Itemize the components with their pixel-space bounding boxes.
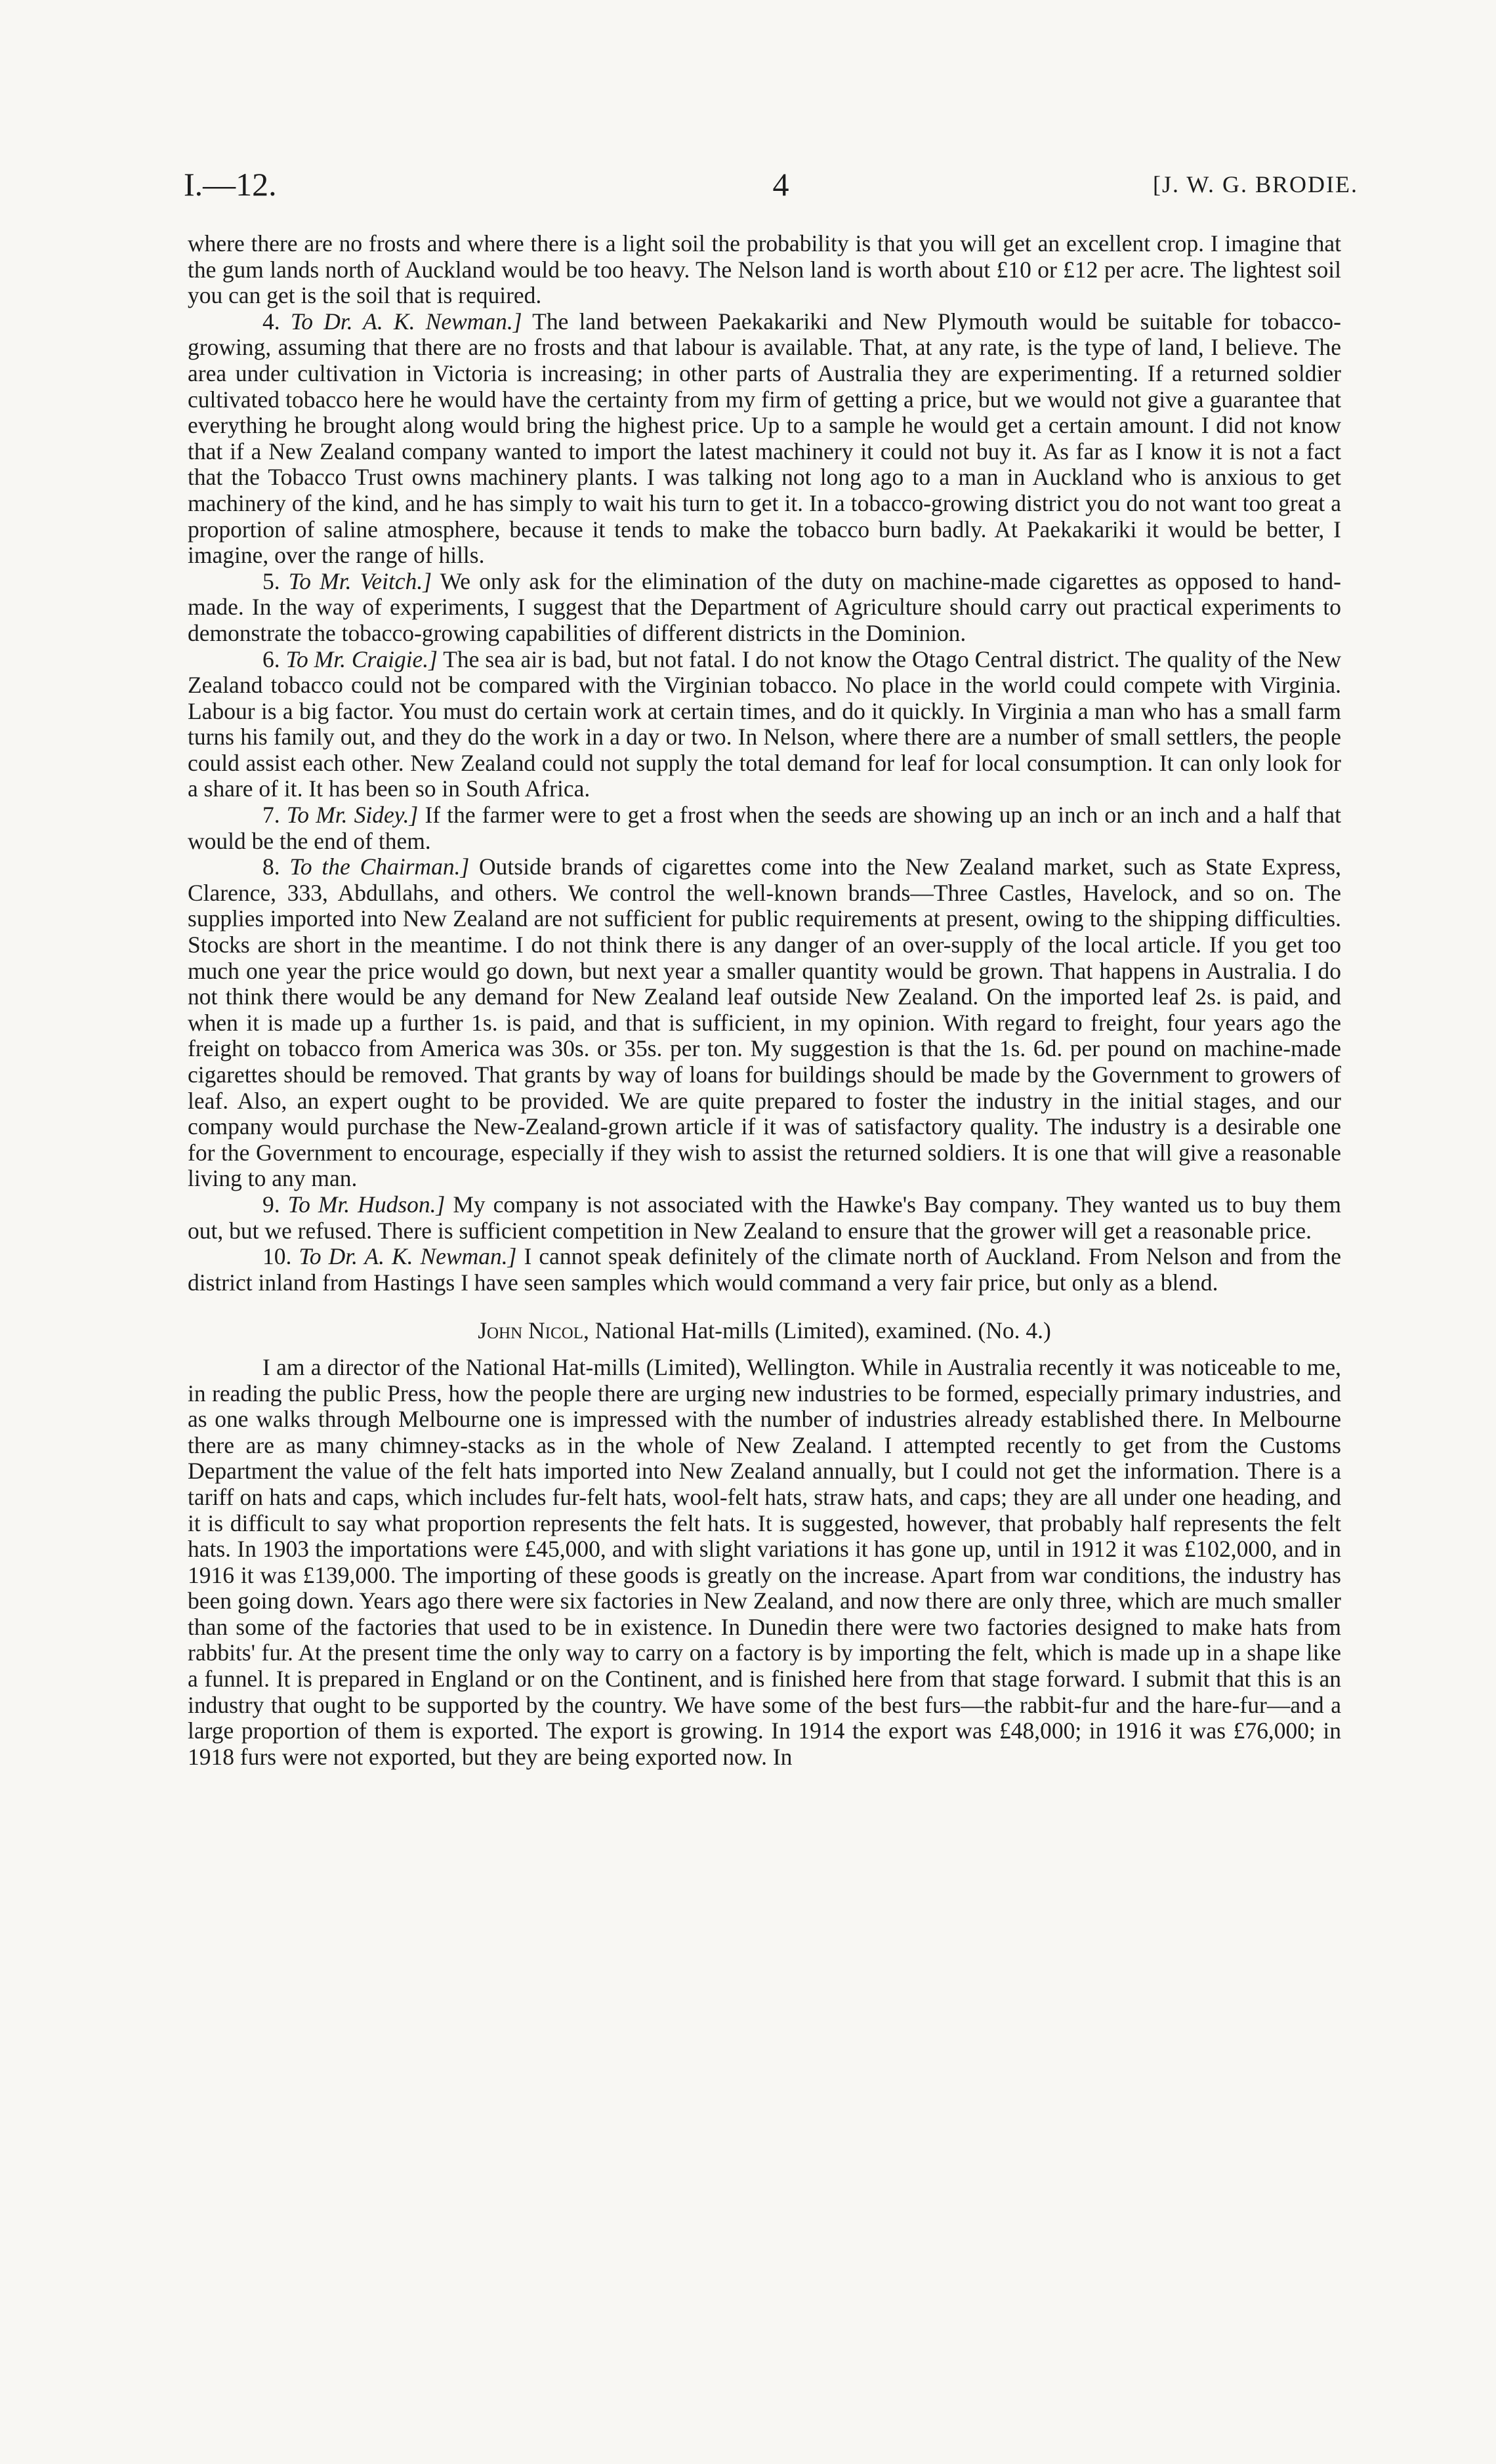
answer-text: If the farmer were to get a frost when the seeds are showing up an inch or an inch and a half that would be the end of them. xyxy=(188,802,1342,854)
answer-text: We only ask for the elimination of the duty on machine-made cigarettes as opposed to hand-made. In the way of experiments, I suggest that the Department of Agriculture should carry out practical experiments to demonstrate the tobacco-growing capabilities of different districts in the Dominion. xyxy=(188,567,1341,646)
question-addressee: To Mr. Sidey.] xyxy=(286,802,419,829)
paragraph-question-9 xyxy=(188,1192,1341,1244)
question-number: 9. xyxy=(262,1191,280,1218)
question-addressee: To Mr. Veitch.] xyxy=(288,567,432,594)
question-addressee: To the Chairman.] xyxy=(289,853,470,880)
question-addressee: To Dr. A. K. Newman.] xyxy=(290,308,522,335)
witness-header: [J. W. G. BRODIE. xyxy=(1152,171,1358,197)
question-number: 10. xyxy=(262,1243,292,1270)
document-reference: I.—12. xyxy=(184,166,277,203)
witness-section-heading xyxy=(188,1318,1341,1344)
witness-heading-text: , National Hat-mills (Limited), examined. (No. 4.) xyxy=(583,1317,1051,1344)
paragraph-question-5 xyxy=(188,569,1341,647)
paragraph-question-10 xyxy=(188,1244,1341,1296)
question-addressee: To Dr. A. K. Newman.] xyxy=(299,1243,517,1270)
question-number: 8. xyxy=(262,853,280,880)
answer-text: The sea air is bad, but not fatal. I do not know the Otago Central district. The quality of the New Zealand tobacco could not be compared with the Virginian tobacco. No place in the world could compete with Virginia. Labour is a big factor. You must do certain work at certain times, and do it quickly. In Virginia a man who has a small farm turns his family out, and they do the work in a day or two. In Nelson, where there are a number of small settlers, the people could assist each other. New Zealand could not supply the total demand for leaf for local consumption. It can only look for a share of it. It has been so in South Africa. xyxy=(188,646,1342,802)
paragraph-question-8 xyxy=(188,854,1341,1192)
answer-text: I cannot speak definitely of the climate north of Auckland. From Nelson and from the district inland from Hastings I have seen samples which would command a very fair price, but only as a blend. xyxy=(188,1243,1342,1296)
question-addressee: To Mr. Craigie.] xyxy=(285,646,438,672)
paragraph-question-6 xyxy=(188,647,1341,803)
question-number: 7. xyxy=(262,802,280,829)
paragraph-question-7 xyxy=(188,802,1341,854)
page-number: 4 xyxy=(772,166,789,203)
witness-name: John Nicol xyxy=(478,1317,584,1344)
answer-text: My company is not associated with the Hawke's Bay company. They wanted us to buy them out, but we refused. There is sufficient competition in New Zealand to ensure that the grower will get a reasonable price. xyxy=(188,1191,1341,1244)
paragraph-question-4 xyxy=(188,309,1341,569)
page-header xyxy=(184,165,1358,211)
question-addressee: To Mr. Hudson.] xyxy=(287,1191,446,1218)
page-body xyxy=(188,231,1341,1770)
paragraph-continued: where there are no frosts and where there is a light soil the probability is that you will get an excellent crop. I imagine that the gum lands north of Auckland would be too heavy. The Nelson land is worth about £10 or £12 per acre. The lightest soil you can get is the soil that is required. xyxy=(188,230,1341,309)
answer-text: The land between Paekakariki and New Plymouth would be suitable for tobacco-growing, assuming that there are no frosts and that labour is available. That, at any rate, is the type of land, I believe. The area under cultivation in Victoria is increasing; in other parts of Australia they are experimenting. If a returned soldier cultivated tobacco here he would have the certainty from my firm of getting a price, but we would not give a guarantee that everything he brought along would bring the highest price. Up to a sample he would get a certain amount. I did not know that if a New Zealand company wanted to import the latest machinery it could not buy it. As far as I know it is not a fact that the Tobacco Trust owns machinery plants. I was talking not long ago to a man in Auckland who is anxious to get machinery of the kind, and he has simply to wait his turn to get it. In a tobacco-growing district you do not want too great a proportion of saline atmosphere, because it tends to make the tobacco burn badly. At Paekakariki it would be better, I imagine, over the range of hills. xyxy=(188,308,1341,569)
answer-text: Outside brands of cigarettes come into the New Zealand market, such as State Express, Clarence, 333, Abdullahs, and others. We control the well-known brands—Three Castles, Havelock, and so on. The supplies imported into New Zealand are not sufficient for public requirements at present, owing to the shipping difficulties. Stocks are short in the meantime. I do not think there is any danger of an over-supply of the local article. If you get too much one year the price would go down, but next year a smaller quantity would be grown. That happens in Australia. I do not think there would be any demand for New Zealand leaf outside New Zealand. On the imported leaf 2s. is paid, and when it is made up a further 1s. is paid, and that is sufficient, in my opinion. With regard to freight, four years ago the freight on tobacco from America was 30s. or 35s. per ton. My suggestion is that the 1s. 6d. per pound on machine-made cigarettes should be removed. That grants by way of loans for buildings should be made by the Government to growers of leaf. Also, an expert ought to be provided. We are quite prepared to foster the industry in the initial stages, and our company would purchase the New-Zealand-grown article if it was of satisfactory quality. The industry is a desirable one for the Government to encourage, especially if they wish to assist the returned soldiers. It is one that will give a reasonable living to any man. xyxy=(188,853,1341,1192)
question-number: 5. xyxy=(262,567,280,594)
question-number: 4. xyxy=(262,308,280,335)
question-number: 6. xyxy=(262,646,280,672)
witness-statement: I am a director of the National Hat-mills (Limited), Wellington. While in Australia recently it was noticeable to me, in reading the public Press, how the people there are urging new industries to be formed, especially primary industries, and as one walks through Melbourne one is impressed with the number of industries already established there. In Melbourne there are as many chimney-stacks as in the whole of New Zealand. I attempted recently to get from the Customs Department the value of the felt hats imported into New Zealand annually, but I could not get the information. There is a tariff on hats and caps, which includes fur-felt hats, wool-felt hats, straw hats, and caps; they are all under one heading, and it is difficult to say what proportion represents the felt hats. It is suggested, however, that probably half represents the felt hats. In 1903 the importations were £45,000, and with slight variations it has gone up, until in 1912 it was £102,000, and in 1916 it was £139,000. The importing of these goods is greatly on the increase. Apart from war conditions, the industry has been going down. Years ago there were six factories in New Zealand, and now there are only three, which are much smaller than some of the factories that used to be in existence. In Dunedin there were two factories designed to make hats from rabbits' fur. At the present time the only way to carry on a factory is by importing the felt, which is made up in a shape like a funnel. It is prepared in England or on the Continent, and is finished here from that stage forward. I submit that this is an industry that ought to be supported by the country. We have some of the best furs—the rabbit-fur and the hare-fur—and a large proportion of them is exported. The export is growing. In 1914 the export was £48,000; in 1916 it was £76,000; in 1918 furs were not exported, but they are being exported now. In xyxy=(188,1353,1341,1770)
